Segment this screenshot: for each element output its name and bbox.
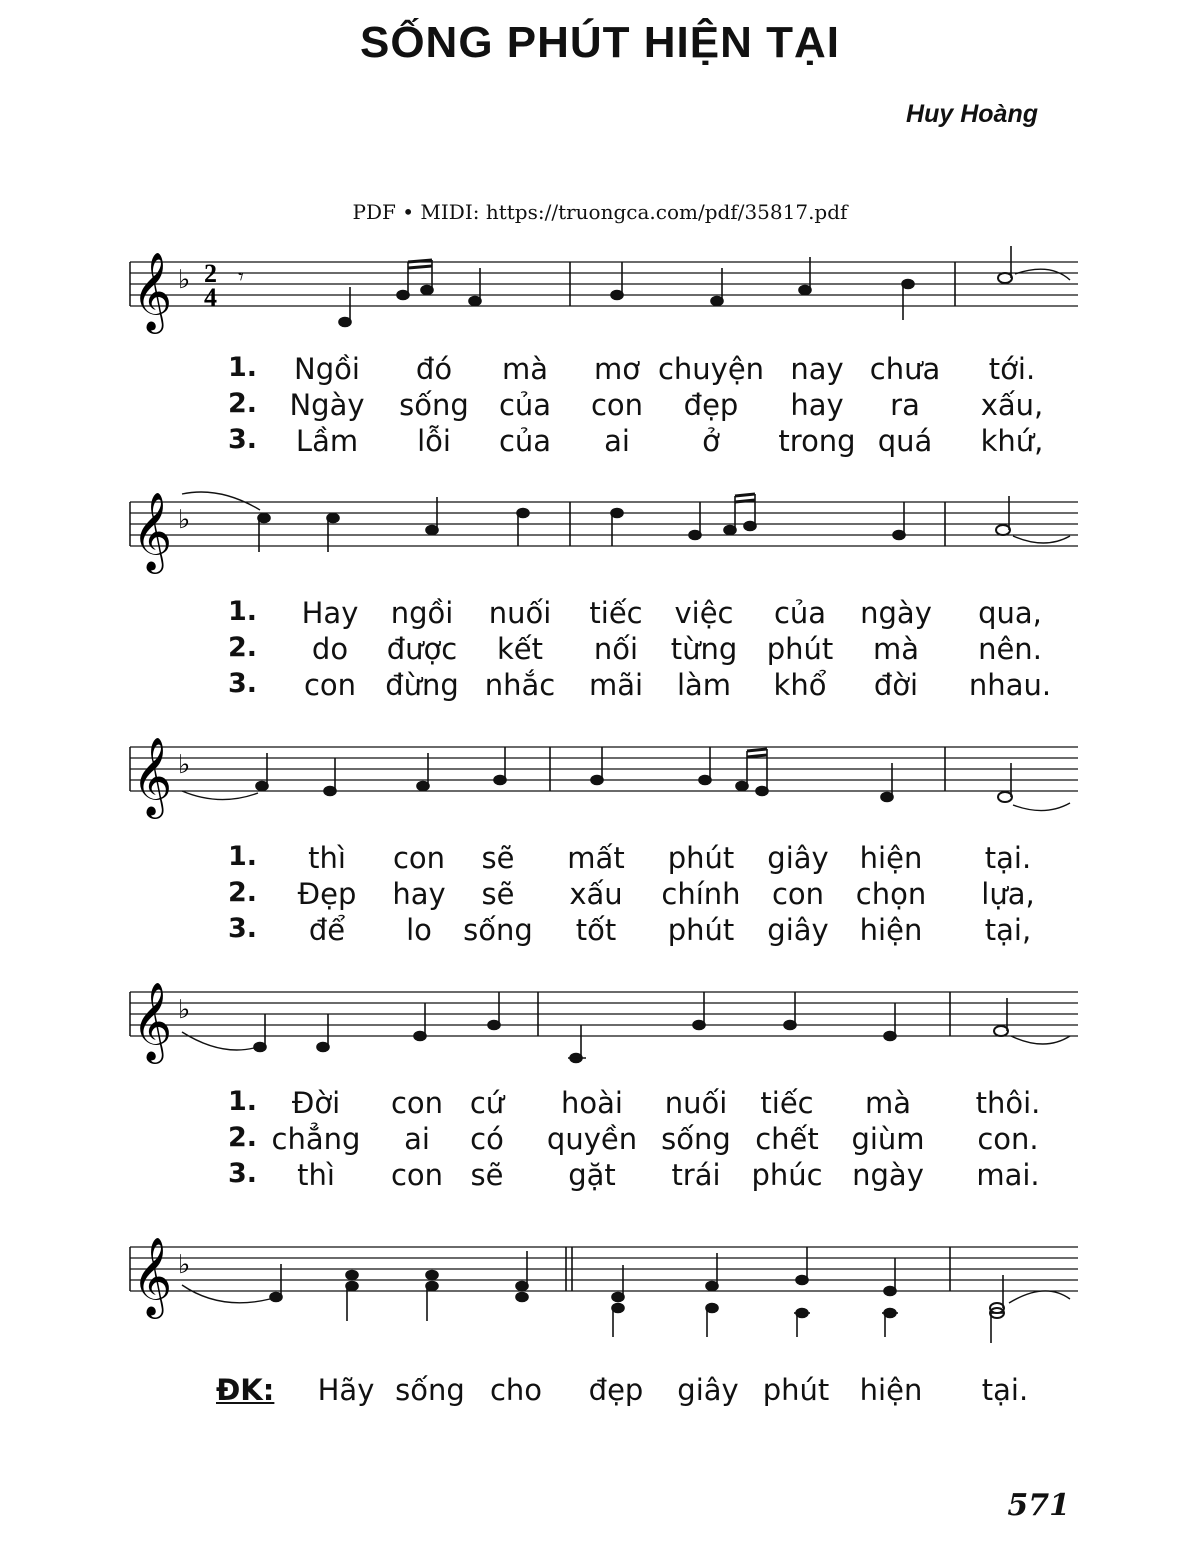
lyric-syllable: chính [661, 877, 741, 911]
lyric-syllable: qua, [978, 596, 1042, 630]
lyric-syllable: con [771, 877, 825, 911]
lyric-syllable: giây [677, 1373, 739, 1407]
lyric-syllable: tiếc [589, 596, 643, 630]
page-number: 571 [1007, 1488, 1070, 1523]
refrain-label: ĐK: [216, 1373, 275, 1407]
lyric-syllable: ai [604, 424, 630, 458]
lyric-syllable: chẳng [271, 1122, 361, 1156]
lyric-syllable: nay [790, 352, 844, 386]
music-system-1 [120, 240, 1080, 470]
lyric-syllable: kết [496, 632, 544, 666]
verse-number: 2. [228, 388, 258, 419]
lyric-syllable: quá [877, 424, 933, 458]
lyric-syllable: của [773, 596, 827, 630]
lyric-syllable: mãi [588, 668, 644, 702]
lyric-syllable: hay [392, 877, 446, 911]
music-system-2 [120, 480, 1080, 710]
verse-number: 1. [228, 841, 258, 872]
lyric-syllable: lựa, [981, 877, 1035, 911]
flat-sign-icon: ♭ [178, 265, 191, 295]
staff-3 [120, 725, 1080, 835]
time-signature [204, 259, 217, 312]
lyric-syllable: con. [977, 1122, 1039, 1156]
lyric-syllable: sẽ [481, 841, 515, 875]
lyric-syllable: chọn [855, 877, 927, 911]
treble-clef-icon: 𝄞 [132, 982, 173, 1061]
lyric-syllable: sống [463, 913, 533, 947]
lyric-syllable: trong [778, 424, 856, 458]
lyric-syllable: nhau. [968, 668, 1052, 702]
lyric-line-verse-3 [120, 913, 1080, 949]
lyric-line-verse-1 [120, 352, 1080, 388]
treble-clef-icon: 𝄞 [132, 1237, 173, 1316]
lyric-syllable: thôi. [975, 1086, 1041, 1120]
source-link[interactable]: PDF • MIDI: https://truongca.com/pdf/35817.pdf [352, 200, 848, 224]
verse-number: 3. [228, 424, 258, 455]
lyric-syllable: con [390, 1086, 444, 1120]
eighth-rest-icon: 𝄾 [238, 265, 244, 290]
music-system-refrain [120, 1225, 1080, 1425]
treble-clef-icon: 𝄞 [132, 492, 173, 571]
verse-number: 2. [228, 1122, 258, 1153]
flat-sign-icon: ♭ [178, 995, 191, 1025]
lyric-line-verse-3 [120, 424, 1080, 460]
lyric-syllable: con [392, 841, 446, 875]
lyric-syllable: khổ [773, 668, 827, 702]
lyric-syllable: con [390, 1158, 444, 1192]
verse-number: 2. [228, 632, 258, 663]
staff-2 [120, 480, 1080, 590]
lyric-syllable: phút [766, 632, 834, 666]
lyric-syllable: giây [767, 841, 829, 875]
lyric-syllable: việc [674, 596, 734, 630]
lyric-syllable: chết [755, 1122, 819, 1156]
verse-number: 3. [228, 668, 258, 699]
verse-number: 1. [228, 596, 258, 627]
lyric-syllable: phúc [751, 1158, 823, 1192]
lyric-syllable: của [498, 424, 552, 458]
lyric-syllable: Hãy [317, 1373, 375, 1407]
treble-clef-icon: 𝄞 [132, 252, 173, 331]
lyric-line-verse-2 [120, 1122, 1080, 1158]
refrain-line [120, 1373, 1080, 1409]
verse-number: 2. [228, 877, 258, 908]
lyric-line-verse-1 [120, 1086, 1080, 1122]
lyric-syllable: Ngồi [294, 352, 360, 386]
lyric-syllable: chuyện [657, 352, 765, 386]
lyric-syllable: đó [415, 352, 453, 386]
lyric-syllable: chưa [869, 352, 941, 386]
lyric-syllable: Đẹp [297, 877, 357, 911]
lyric-line-verse-2 [120, 877, 1080, 913]
lyric-syllable: đừng [385, 668, 459, 702]
lyric-line-verse-3 [120, 668, 1080, 704]
lyric-syllable: ai [404, 1122, 430, 1156]
lyric-syllable: tốt [575, 913, 617, 947]
notes [182, 492, 1070, 552]
lyric-syllable: ngồi [390, 596, 454, 630]
lyric-syllable: sống [661, 1122, 731, 1156]
lyric-syllable: được [386, 632, 458, 666]
lyric-syllable: con [303, 668, 357, 702]
flat-sign-icon: ♭ [178, 505, 191, 535]
lyric-syllable: phút [667, 841, 735, 875]
lyric-line-verse-3 [120, 1158, 1080, 1194]
lyric-syllable: làm [676, 668, 732, 702]
flat-sign-icon: ♭ [178, 1250, 191, 1280]
flat-sign-icon: ♭ [178, 750, 191, 780]
staff-lines [130, 262, 1078, 306]
lyric-syllable: ngày [860, 596, 932, 630]
lyric-syllable: quyền [546, 1122, 638, 1156]
notes [182, 747, 1070, 811]
lyric-syllable: nối [593, 632, 639, 666]
lyric-syllable: thì [297, 1158, 335, 1192]
lyric-syllable: trái [671, 1158, 721, 1192]
lyric-syllable: nên. [978, 632, 1042, 666]
staff-1 [120, 240, 1080, 350]
lyric-syllable: ở [702, 424, 720, 458]
notes [339, 246, 1070, 327]
lyric-syllable: sống [399, 388, 469, 422]
lyric-syllable: tại. [984, 841, 1032, 875]
lyric-syllable: do [311, 632, 349, 666]
verse-number: 3. [228, 913, 258, 944]
lyric-syllable: xấu [569, 877, 623, 911]
lyric-syllable: tại. [981, 1373, 1029, 1407]
lyric-syllable: giây [767, 913, 829, 947]
lyric-syllable: tiếc [760, 1086, 814, 1120]
lyric-syllable: mà [501, 352, 549, 386]
lyric-syllable: mà [864, 1086, 912, 1120]
lyric-syllable: của [498, 388, 552, 422]
lyric-syllable: Lầm [295, 424, 359, 458]
lyric-syllable: tới. [988, 352, 1036, 386]
lyric-syllable: hiện [859, 913, 923, 947]
lyric-syllable: nhắc [484, 668, 556, 702]
staff-5 [120, 1225, 1080, 1355]
lyric-syllable: mai. [976, 1158, 1040, 1192]
lyric-syllable: để [308, 913, 346, 947]
lyric-syllable: sẽ [481, 877, 515, 911]
notes [182, 1247, 1070, 1343]
lyric-syllable: mất [567, 841, 625, 875]
lyric-syllable: Ngày [289, 388, 365, 422]
svg-text:2: 2 [204, 259, 217, 288]
verse-number: 1. [228, 352, 258, 383]
music-system-3 [120, 725, 1080, 955]
lyric-syllable: Đời [291, 1086, 341, 1120]
staff-lines [130, 747, 1078, 791]
lyric-syllable: phút [667, 913, 735, 947]
staff-lines [130, 502, 1078, 546]
lyric-syllable: giùm [851, 1122, 925, 1156]
composer-name: Huy Hoàng [906, 100, 1038, 128]
lyric-syllable: nuối [664, 1086, 728, 1120]
lyric-syllable: có [470, 1122, 504, 1156]
music-system-4 [120, 970, 1080, 1200]
lyric-syllable: đẹp [588, 1373, 644, 1407]
lyric-syllable: hiện [859, 841, 923, 875]
lyric-syllable: nuối [488, 596, 552, 630]
lyric-line-verse-2 [120, 388, 1080, 424]
lyric-syllable: sống [395, 1373, 465, 1407]
lyric-syllable: lo [406, 913, 432, 947]
lyric-syllable: gặt [568, 1158, 616, 1192]
verse-number: 1. [228, 1086, 258, 1117]
lyric-syllable: hiện [859, 1373, 923, 1407]
staff-4 [120, 970, 1080, 1080]
lyric-syllable: hoài [561, 1086, 623, 1120]
song-title: SỐNG PHÚT HIỆN TẠI [359, 18, 841, 67]
staff-lines [130, 1247, 1078, 1291]
svg-text:4: 4 [204, 283, 217, 312]
lyric-syllable: hay [790, 388, 844, 422]
lyric-syllable: xấu, [980, 388, 1044, 422]
lyric-syllable: mà [872, 632, 920, 666]
lyric-syllable: đời [873, 668, 919, 702]
lyric-syllable: ra [890, 388, 920, 422]
staff-lines [130, 992, 1078, 1036]
lyric-syllable: khứ, [980, 424, 1044, 458]
lyric-line-verse-1 [120, 596, 1080, 632]
lyric-syllable: cứ [469, 1086, 505, 1120]
lyric-line-verse-1 [120, 841, 1080, 877]
lyric-syllable: sẽ [470, 1158, 504, 1192]
lyric-syllable: phút [762, 1373, 830, 1407]
lyric-line-verse-2 [120, 632, 1080, 668]
lyric-syllable: Hay [301, 596, 359, 630]
lyric-syllable: từng [670, 632, 738, 666]
lyric-syllable: mơ [594, 352, 640, 386]
treble-clef-icon: 𝄞 [132, 737, 173, 816]
lyric-syllable: tại, [984, 913, 1032, 947]
lyric-syllable: cho [489, 1373, 543, 1407]
lyric-syllable: con [590, 388, 644, 422]
lyric-syllable: đẹp [683, 388, 739, 422]
lyric-syllable: thì [308, 841, 346, 875]
lyric-syllable: ngày [852, 1158, 924, 1192]
lyric-syllable: lỗi [417, 424, 451, 458]
verse-number: 3. [228, 1158, 258, 1189]
